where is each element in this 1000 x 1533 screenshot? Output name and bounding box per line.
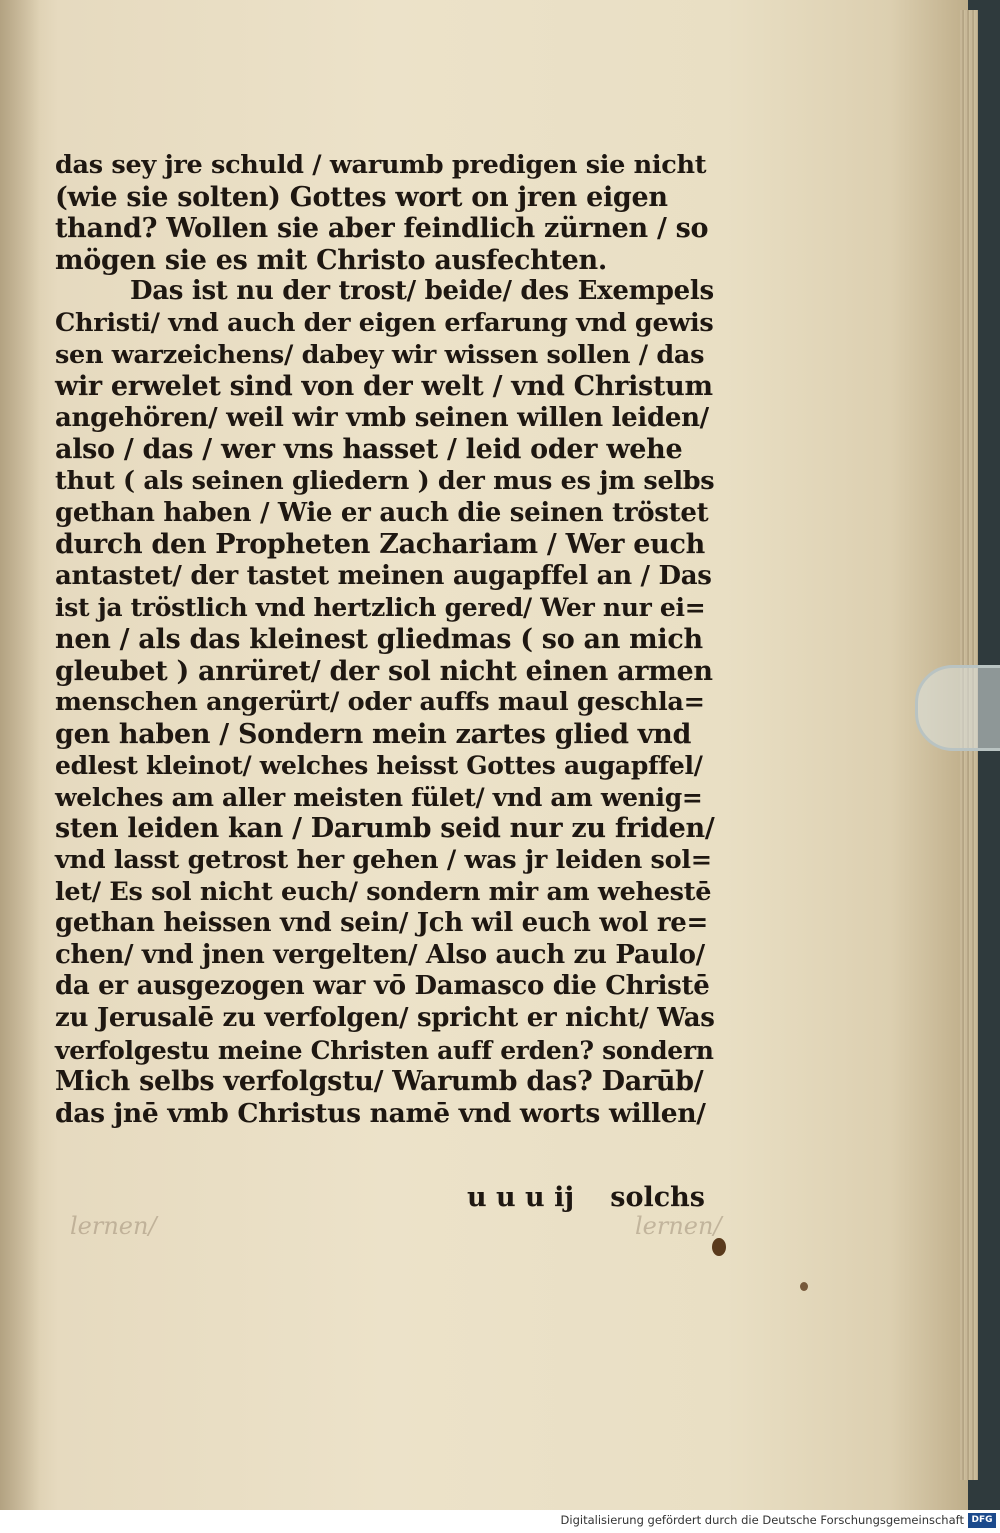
show-through-text: lernen/ — [70, 1212, 157, 1240]
show-through-text: lernen/ — [635, 1212, 722, 1240]
text-line: antastet/ der tastet meinen augapffel an / Das — [55, 560, 712, 591]
page-text — [55, 150, 715, 1129]
ink-stain — [712, 1238, 726, 1256]
text-line: gen haben / Sondern mein zartes glied vnd — [55, 718, 692, 750]
text-line: das sey jre schuld / warumb predigen sie nicht — [55, 150, 707, 180]
text-line: gleubet ) anrüret/ der sol nicht einen armen — [55, 655, 713, 687]
text-line: menschen angerürt/ oder auffs maul geschla= — [55, 687, 705, 718]
text-line: gethan heissen vnd sein/ Jch wil euch wol re= — [55, 908, 708, 939]
ink-stain — [800, 1282, 808, 1291]
paragraph-start-line: Das ist nu der trost/ beide/ des Exempels — [130, 276, 714, 307]
text-line: ist ja tröstlich vnd hertzlich gered/ Wer nur ei= — [55, 593, 706, 623]
text-line: da er ausgezogen war vō Damasco die Christē — [55, 971, 710, 1002]
funding-credit: Digitalisierung gefördert durch die Deutsche Forschungsgemeinschaft — [560, 1513, 964, 1527]
signature-mark: u u u ij — [467, 1182, 575, 1213]
text-line: durch den Propheten Zachariam / Wer euch — [55, 529, 705, 561]
text-line: sten leiden kan / Darumb seid nur zu friden/ — [55, 813, 715, 845]
text-line: let/ Es sol nicht euch/ sondern mir am wehestē — [55, 876, 712, 907]
text-line: wir erwelet sind von der welt / vnd Christum — [55, 371, 713, 403]
text-line: sen warzeichens/ dabey wir wissen sollen / das — [55, 339, 705, 370]
text-line: thut ( als seinen gliedern ) der mus es jm selbs — [55, 465, 715, 496]
text-line: nen / als das kleinest gliedmas ( so an mich — [55, 623, 703, 655]
catchword: solchs — [610, 1182, 705, 1213]
text-line: zu Jerusalē zu verfolgen/ spricht er nicht/ Was — [55, 1003, 715, 1034]
text-line: verfolgestu meine Christen auff erden? sondern — [55, 1035, 714, 1065]
text-line: Christi/ vnd auch der eigen erfarung vnd gewis — [55, 307, 714, 338]
text-line: (wie sie solten) Gottes wort on jren eigen — [55, 181, 668, 213]
text-line: mögen sie es mit Christo ausfechten. — [55, 244, 607, 276]
text-line: angehören/ weil wir vmb seinen willen leiden/ — [55, 402, 709, 433]
paper-clip — [915, 665, 1000, 751]
text-line: thand? Wollen sie aber feindlich zürnen / so — [55, 213, 709, 245]
text-line: welches am aller meisten fület/ vnd am wenig= — [55, 782, 703, 812]
text-line: edlest kleinot/ welches heisst Gottes augapffel/ — [55, 751, 703, 781]
dfg-logo-icon: DFG — [968, 1513, 996, 1528]
footer-bar — [0, 1510, 1000, 1533]
text-line: Mich selbs verfolgstu/ Warumb das? Darūb/ — [55, 1066, 704, 1098]
text-line: vnd lasst getrost her gehen / was jr leiden sol= — [55, 845, 712, 876]
text-line: das jnē vmb Christus namē vnd worts willen/ — [55, 1097, 706, 1129]
text-line: chen/ vnd jnen vergelten/ Also auch zu Paulo/ — [55, 939, 705, 970]
spine-shadow — [0, 0, 40, 1510]
text-line: gethan haben / Wie er auch die seinen tröstet — [55, 497, 709, 528]
text-line: also / das / wer vns hasset / leid oder wehe — [55, 434, 683, 466]
